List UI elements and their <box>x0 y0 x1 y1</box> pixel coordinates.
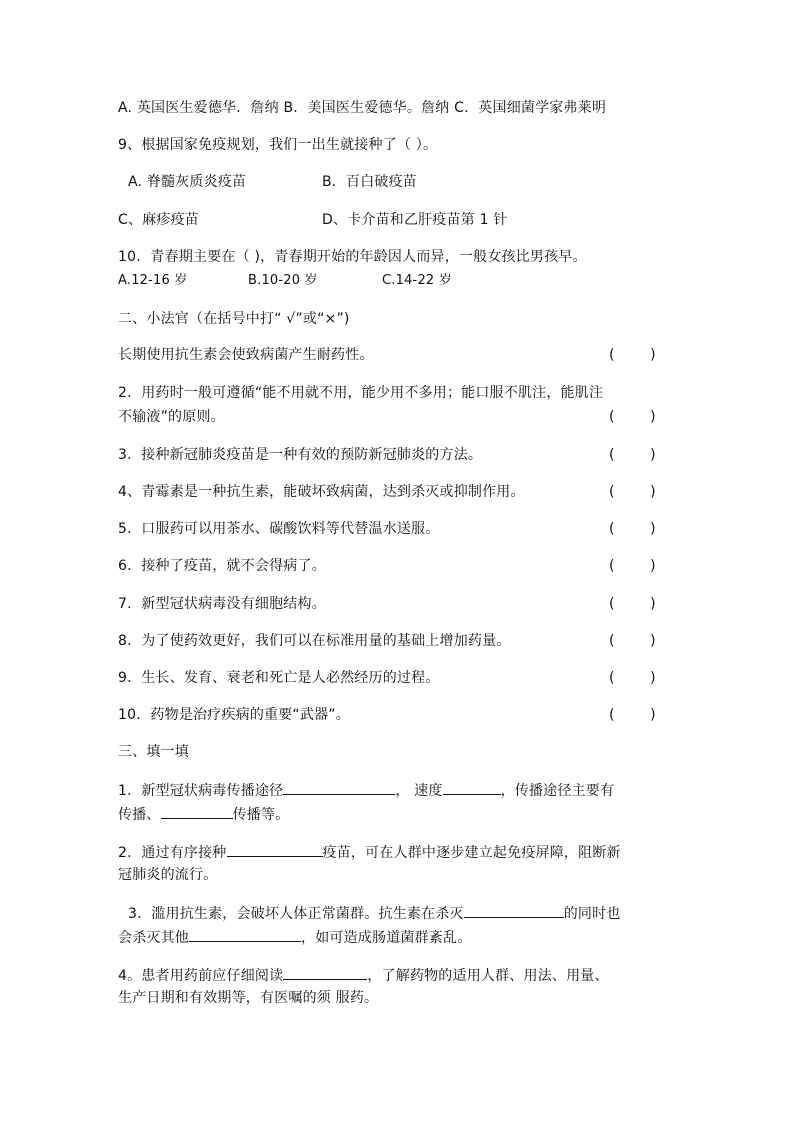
section-judge-heading: 二、小法官（在括号中打“ √”或“×”) <box>118 311 350 327</box>
judge-item-7: 7．新型冠状病毒没有细胞结构。 <box>118 596 326 612</box>
judge-item-5: 5．口服药可以用茶水、碳酸饮料等代替温水送服。 <box>118 521 440 537</box>
section-fill-heading: 三、填一填 <box>118 744 189 760</box>
answer-paren-3[interactable]: ( ) <box>609 447 656 463</box>
q10-option-b: B.10-20 岁 <box>248 273 318 288</box>
answer-paren-8[interactable]: ( ) <box>609 633 656 649</box>
judge-item-8: 8．为了使药效更好，我们可以在标准用量的基础上增加药量。 <box>118 633 511 649</box>
fill-q1-text-d: 传播、 <box>118 807 161 823</box>
judge-item-10: 10．药物是治疗疾病的重要“武器”。 <box>118 707 350 723</box>
fill-q3-text-d: ，如可造成肠道菌群紊乱。 <box>301 930 472 946</box>
fill-q2-text-b: 疫苗，可在人群中逐步建立起免疫屏障，阻断新 <box>322 845 621 861</box>
q9-option-c: C、麻疹疫苗 <box>118 212 199 228</box>
fill-q4-text-a: 4。患者用药前应仔细阅读 <box>118 968 284 984</box>
judge-item-2: 2．用药时一般可遵循“能不用就不用，能少用不多用；能口服不肌注，能肌注 <box>118 385 604 401</box>
fill-q1-line1 <box>118 780 614 800</box>
fill-q4-line2: 生产日期和有效期等，有医嘱的须 服药。 <box>118 990 379 1006</box>
fill-q3-text-c: 会杀灭其他 <box>118 930 189 946</box>
blank-kill-target[interactable] <box>464 903 564 918</box>
fill-q1-text-e: 传播等。 <box>232 807 290 823</box>
fill-q1-text-b: ， 速度 <box>395 783 443 799</box>
q9-option-a: A. 脊髓灰质炎疫苗 <box>128 174 247 190</box>
q9-option-d: D、卡介苗和乙肝疫苗第 1 针 <box>322 212 508 228</box>
judge-item-1: 长期使用抗生素会使致病菌产生耐药性。 <box>118 347 374 363</box>
q10-stem: 10．青春期主要在（ )，青春期开始的年龄因人而异，一般女孩比男孩早。 <box>118 249 587 265</box>
fill-q2-line2: 冠肺炎的流行。 <box>118 867 218 883</box>
blank-transmission-type[interactable] <box>161 804 233 819</box>
answer-paren-9[interactable]: ( ) <box>609 670 656 686</box>
blank-other-bacteria[interactable] <box>189 927 301 942</box>
fill-q2-text-a: 2．通过有序接种 <box>118 845 227 861</box>
fill-q3-line2 <box>118 927 471 947</box>
blank-speed[interactable] <box>443 780 501 795</box>
answer-paren-10[interactable]: ( ) <box>609 707 656 723</box>
q9-option-b: B．百白破疫苗 <box>322 174 418 190</box>
answer-paren-6[interactable]: ( ) <box>609 558 656 574</box>
answer-paren-1[interactable]: ( ) <box>609 347 656 363</box>
blank-vaccine[interactable] <box>227 842 323 857</box>
blank-instructions[interactable] <box>283 965 367 980</box>
answer-paren-4[interactable]: ( ) <box>609 484 656 500</box>
answer-paren-2[interactable]: ( ) <box>609 409 656 425</box>
answer-paren-5[interactable]: ( ) <box>609 521 656 537</box>
fill-q1-line2 <box>118 804 289 824</box>
fill-q4-text-b: ，了解药物的适用人群、用法、用量、 <box>367 968 609 984</box>
fill-q1-text-c: ，传播途径主要有 <box>500 783 615 799</box>
q9-stem: 9、根据国家免疫规划，我们一出生就接种了（ ）。 <box>118 137 438 153</box>
fill-q3-line1 <box>128 903 621 923</box>
fill-q2-line1 <box>118 842 621 862</box>
fill-q3-text-a: 3．滥用抗生素，会破坏人体正常菌群。抗生素在杀灭 <box>128 906 464 922</box>
fill-q4-line1 <box>118 965 609 985</box>
answer-paren-7[interactable]: ( ) <box>609 596 656 612</box>
blank-transmission-route[interactable] <box>283 780 395 795</box>
fill-q1-text-a: 1．新型冠状病毒传播途径 <box>118 783 284 799</box>
judge-item-2-cont: 不输液”的原则。 <box>118 409 225 425</box>
q10-option-c: C.14-22 岁 <box>382 273 452 288</box>
judge-item-4: 4、青霉素是一种抗生素，能破坏致病菌，达到杀灭或抑制作用。 <box>118 484 525 500</box>
fill-q3-text-b: 的同时也 <box>563 906 621 922</box>
judge-item-3: 3．接种新冠肺炎疫苗是一种有效的预防新冠肺炎的方法。 <box>118 447 483 463</box>
q10-option-a: A.12-16 岁 <box>118 273 188 288</box>
q8-options: A. 英国医生爱德华．詹纳 B．美国医生爱德华。詹纳 C．英国细菌学家弗莱明 <box>118 100 607 116</box>
judge-item-9: 9．生长、发育、衰老和死亡是人必然经历的过程。 <box>118 670 440 686</box>
judge-item-6: 6．接种了疫苗，就不会得病了。 <box>118 558 326 574</box>
